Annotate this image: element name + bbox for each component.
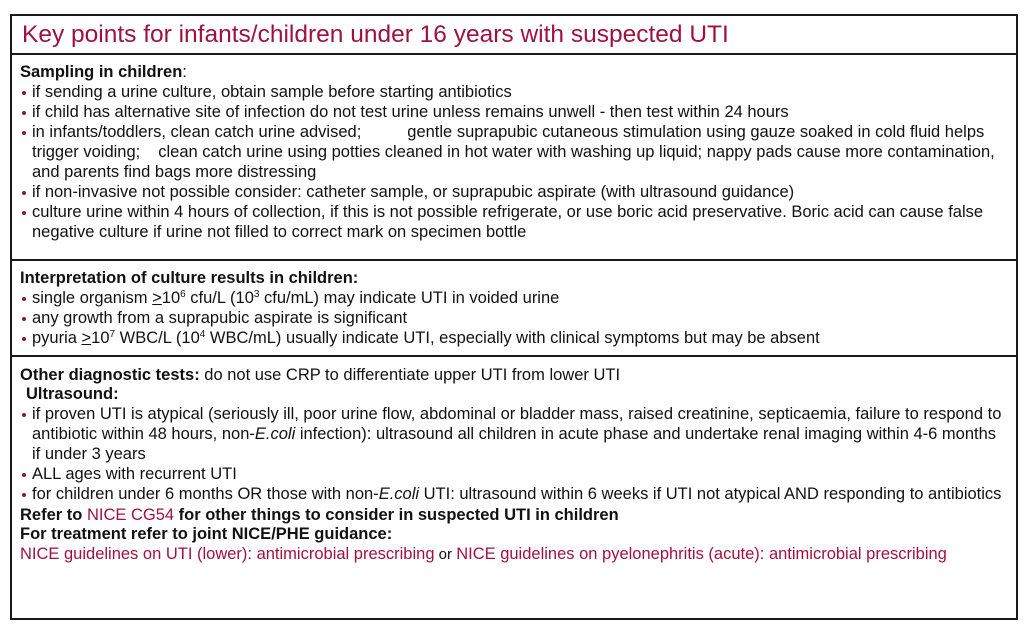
list-item <box>20 288 1008 308</box>
exponent: 3 <box>253 289 260 300</box>
other-tests-section <box>12 357 1016 565</box>
text: single organism <box>32 289 153 307</box>
other-tests-text: do not use CRP to differentiate upper UTI from lower UTI <box>199 366 621 384</box>
list-item: if sending a urine culture, obtain sample before starting antibiotics <box>20 82 1008 102</box>
heading-colon: : <box>182 63 187 81</box>
infants-text-1: in infants/toddlers, clean catch urine advised; <box>32 123 362 141</box>
text: cfu/mL) may indicate UTI in voided urine <box>259 289 560 307</box>
text: WBC/mL) usually indicate UTI, especially with clinical symptoms but may be absent <box>205 329 820 347</box>
other-tests-heading <box>20 365 1008 385</box>
text: Refer to <box>20 506 87 524</box>
page-title: Key points for infants/children under 16 years with suspected UTI <box>12 16 1016 55</box>
text: pyuria <box>32 329 82 347</box>
list-item <box>20 328 1008 348</box>
sampling-section <box>12 55 1016 261</box>
nice-cg54-link[interactable]: NICE CG54 <box>86 506 175 524</box>
sampling-heading <box>20 62 1008 82</box>
organism-name: E.coli <box>254 425 296 443</box>
text: 10 <box>161 289 181 307</box>
treatment-links <box>20 544 1008 565</box>
text: for children under 6 months OR those with non- <box>32 485 379 503</box>
ultrasound-heading: Ultrasound: <box>26 385 119 403</box>
nice-pyelonephritis-link[interactable]: NICE guidelines on pyelonephritis (acute): antimicrobial prescribing <box>456 545 947 563</box>
list-item <box>20 484 1008 504</box>
list-item: if child has alternative site of infection do not test urine unless remains unwell - then test within 24 hours <box>20 102 1008 122</box>
key-points-document <box>10 14 1018 620</box>
organism-name: E.coli <box>378 485 420 503</box>
interpretation-heading: Interpretation of culture results in children: <box>20 269 359 287</box>
text: cfu/L (10 <box>185 289 254 307</box>
list-item: culture urine within 4 hours of collection, if this is not possible refrigerate, or use boric acid preservative. Boric acid can cause false negative culture if urine not filled to correct mark on specimen bottle <box>20 202 1008 242</box>
refer-line <box>20 506 1008 525</box>
list-item <box>20 122 1008 182</box>
list-item: if non-invasive not possible consider: catheter sample, or suprapubic aspirate (with ultrasound guidance) <box>20 182 1008 202</box>
nice-uti-lower-link[interactable]: NICE guidelines on UTI (lower): antimicrobial prescribing <box>20 545 435 563</box>
list-item: any growth from a suprapubic aspirate is significant <box>20 308 1008 328</box>
exponent: 7 <box>109 329 116 340</box>
gte-symbol: > <box>81 329 92 347</box>
text: for other things to consider in suspected UTI in children <box>174 506 619 524</box>
infants-text-3: clean catch urine using potties cleaned in hot water with washing up liquid; nappy pads cause more contamination, and parents find bags more distressing <box>32 143 995 181</box>
infants-text-2: gentle suprapubic cutaneous stimulation using gauze soaked in cold fluid helps trigger voiding; <box>32 123 985 161</box>
text: if proven UTI is atypical (seriously ill, poor urine flow, abdominal or bladder mass, raised creatinine, septicaemia, failure to respond to antibiotic within 48 hours, non- <box>32 405 1002 443</box>
exponent: 4 <box>199 329 206 340</box>
text: 10 <box>91 329 110 347</box>
exponent: 6 <box>180 289 186 300</box>
or-text: or <box>434 546 457 563</box>
text: WBC/L (10 <box>115 329 200 347</box>
interpretation-list <box>20 288 1008 348</box>
ultrasound-list <box>20 404 1008 504</box>
sampling-heading-text: Sampling in children <box>20 63 183 81</box>
list-item: ALL ages with recurrent UTI <box>20 464 1008 484</box>
gte-symbol: > <box>152 289 162 307</box>
text: infection): ultrasound all children in acute phase and undertake renal imaging within 4-6 months if under 3 years <box>32 425 997 463</box>
list-item <box>20 404 1008 464</box>
other-tests-label: Other diagnostic tests: <box>20 366 200 384</box>
sampling-list <box>20 82 1008 242</box>
treatment-heading: For treatment refer to joint NICE/PHE guidance: <box>20 525 393 543</box>
interpretation-section <box>12 261 1016 357</box>
text: UTI: ultrasound within 6 weeks if UTI not atypical AND responding to antibiotics <box>419 485 1002 503</box>
